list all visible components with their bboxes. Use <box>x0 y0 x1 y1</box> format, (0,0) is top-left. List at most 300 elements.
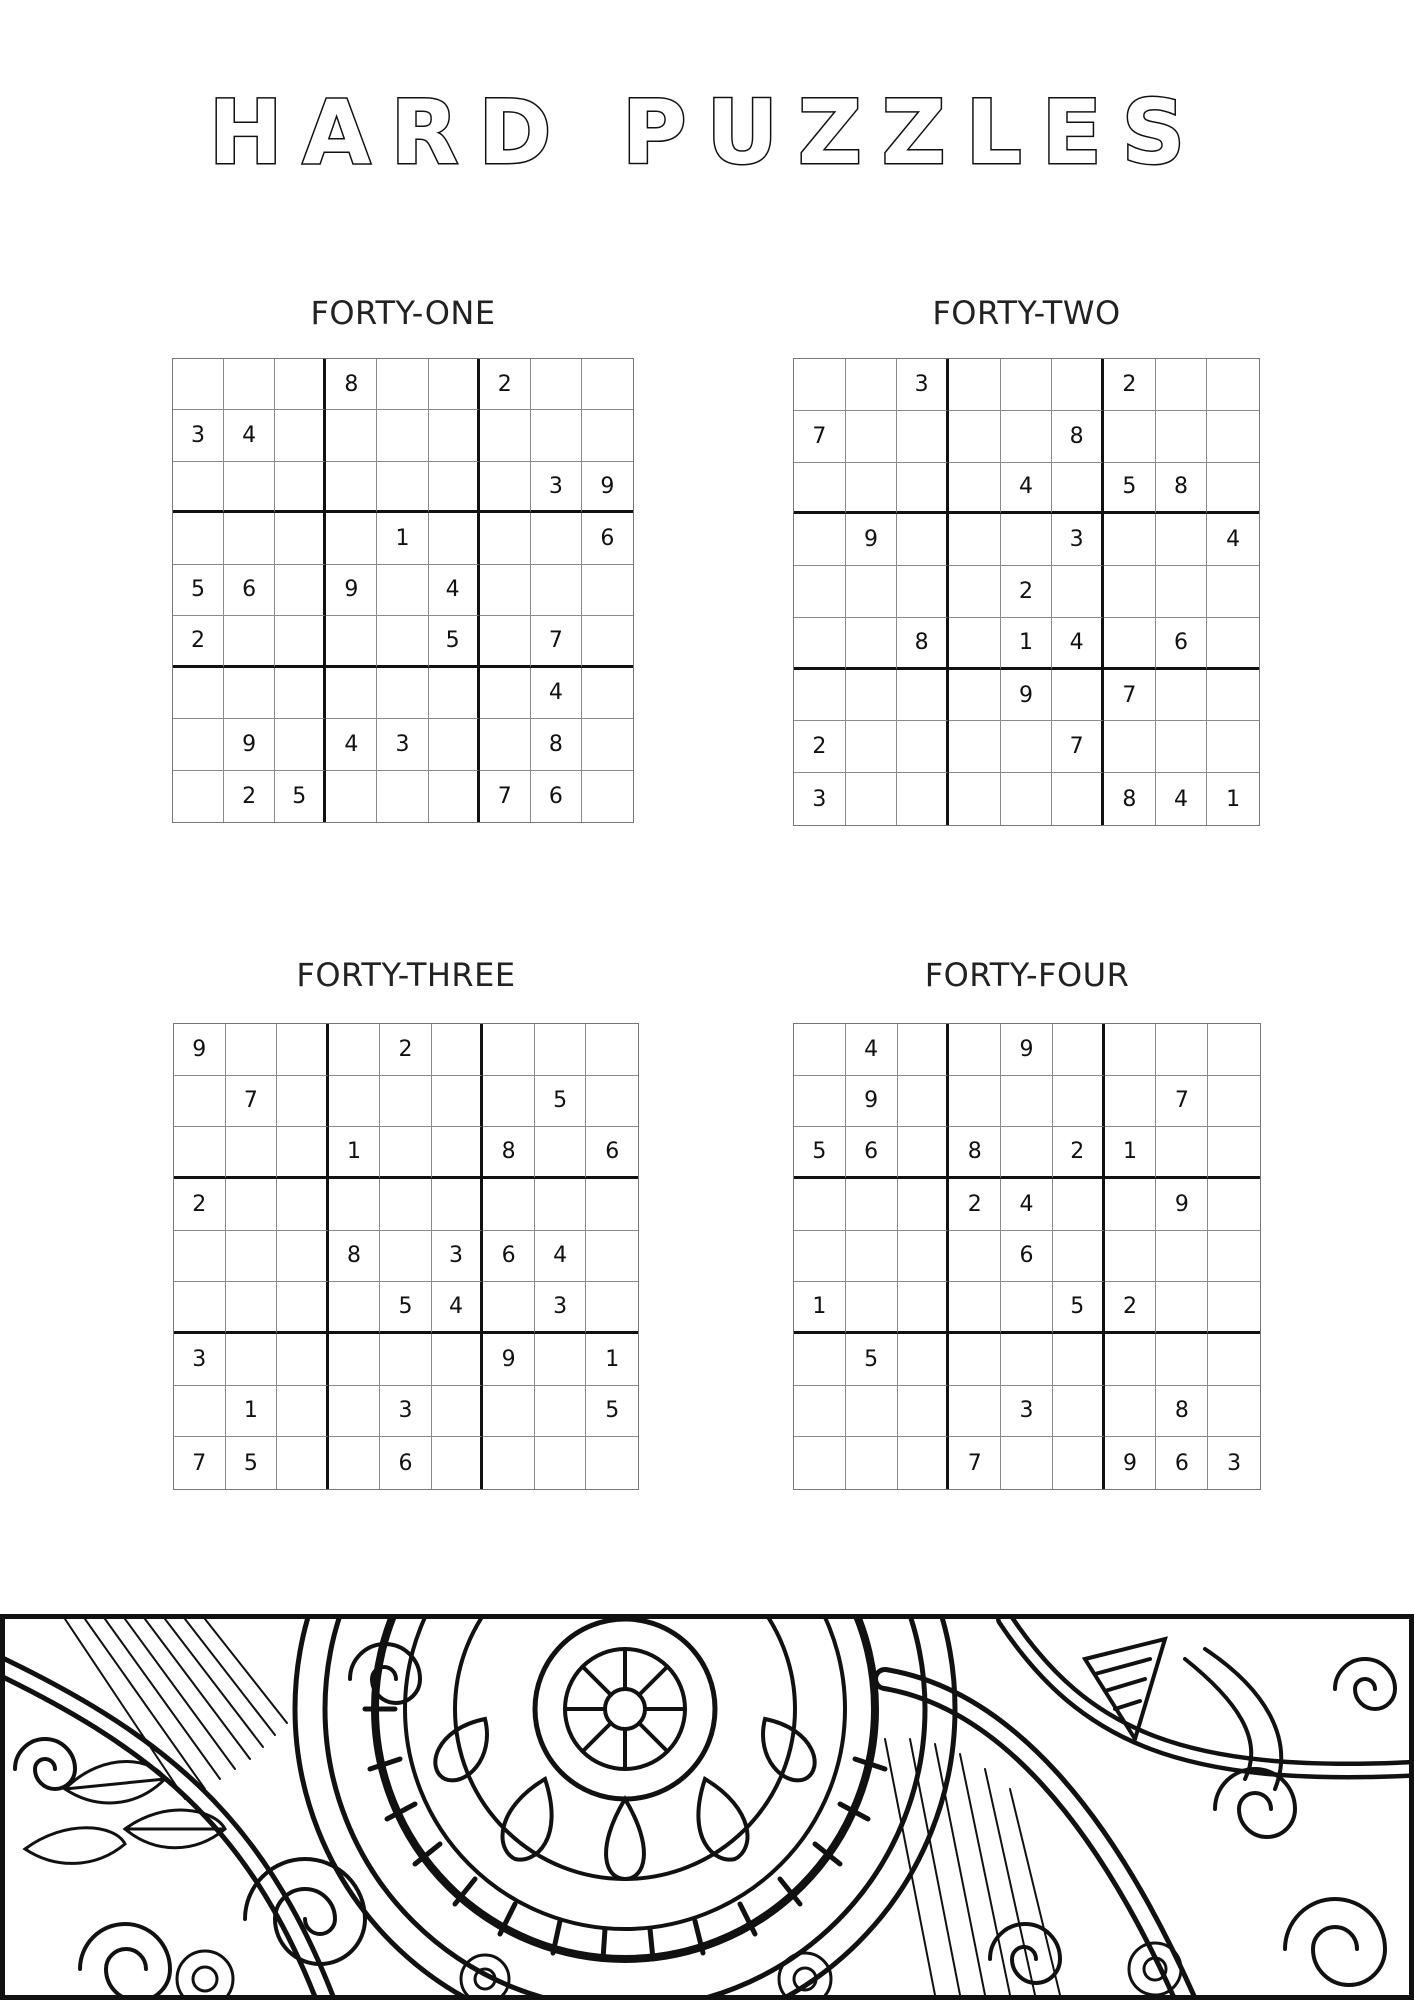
floral-mandala-pattern-icon <box>5 1619 1409 1995</box>
grid-cell: 2 <box>224 771 275 822</box>
grid-cell <box>1105 1386 1157 1438</box>
grid-cell <box>326 668 377 719</box>
grid-cell: 2 <box>174 1179 226 1231</box>
grid-cell: 9 <box>326 565 377 616</box>
grid-cell: 6 <box>586 1127 638 1179</box>
grid-cell <box>326 616 377 667</box>
grid-cell <box>224 359 275 410</box>
grid-cell <box>846 1437 898 1489</box>
grid-cell <box>897 411 949 463</box>
grid-cell <box>329 1076 381 1128</box>
grid-cell: 4 <box>535 1231 587 1283</box>
grid-cell <box>949 773 1001 825</box>
grid-cell <box>380 1179 432 1231</box>
grid-cell: 4 <box>1052 618 1104 670</box>
grid-cell <box>586 1179 638 1231</box>
grid-cell <box>794 1076 846 1128</box>
grid-cell <box>173 513 224 564</box>
grid-cell: 3 <box>1227 1450 1242 1476</box>
grid-cell <box>846 1231 898 1283</box>
grid-cell <box>582 668 633 719</box>
grid-cell: 2 <box>1104 359 1156 411</box>
grid-cell <box>275 668 326 719</box>
grid-cell: 8 <box>1052 411 1104 463</box>
grid-cell: 1 <box>329 1127 381 1179</box>
grid-cell: 5 <box>586 1386 638 1438</box>
grid-cell <box>275 462 326 513</box>
grid-cell <box>586 1076 638 1128</box>
grid-cell <box>846 618 898 670</box>
grid-cell <box>429 719 480 770</box>
grid-cell: 6 <box>1156 1437 1208 1489</box>
grid-cell <box>1156 670 1208 722</box>
grid-cell <box>949 411 1001 463</box>
grid-cell <box>377 359 428 410</box>
grid-cell: 5 <box>380 1282 432 1334</box>
grid-cell <box>275 719 326 770</box>
grid-cell: 6 <box>1156 618 1208 670</box>
grid-cell <box>794 618 846 670</box>
grid-cell <box>582 771 633 822</box>
grid-cell <box>949 618 1001 670</box>
grid-cell: 7 <box>794 411 846 463</box>
grid-cell: 6 <box>224 565 275 616</box>
grid-cell <box>480 513 531 564</box>
grid-cell <box>794 1024 846 1076</box>
grid-cell <box>898 1076 950 1128</box>
grid-cell <box>1001 411 1053 463</box>
grid-cell: 9 <box>174 1024 226 1076</box>
grid-cell <box>174 1127 226 1179</box>
grid-cell <box>949 670 1001 722</box>
grid-cell <box>586 1282 638 1334</box>
grid-cell <box>531 513 582 564</box>
grid-cell <box>582 565 633 616</box>
grid-cell <box>1156 566 1208 618</box>
grid-cell <box>1208 1231 1260 1283</box>
grid-cell: 9 <box>483 1334 535 1386</box>
grid-cell <box>173 668 224 719</box>
grid-cell: 3 <box>174 1334 226 1386</box>
grid-cell: 3 <box>794 773 846 825</box>
grid-cell <box>277 1437 329 1489</box>
grid-cell <box>1001 1127 1053 1179</box>
grid-cell: 2 <box>1053 1127 1105 1179</box>
puzzle-title: FORTY-FOUR <box>924 956 1130 994</box>
grid-cell <box>794 1386 846 1438</box>
grid-cell <box>1104 411 1156 463</box>
grid-cell <box>846 1179 898 1231</box>
grid-cell <box>480 616 531 667</box>
grid-cell <box>226 1179 278 1231</box>
grid-cell: 3 <box>377 719 428 770</box>
grid-cell <box>1053 1334 1105 1386</box>
grid-cell: 3 <box>1001 1386 1053 1438</box>
grid-cell <box>586 1231 638 1283</box>
grid-cell <box>1208 1076 1260 1128</box>
grid-cell <box>949 1334 1001 1386</box>
grid-cell: 1 <box>226 1386 278 1438</box>
grid-cell: 7 <box>480 771 531 822</box>
grid-cell <box>949 721 1001 773</box>
grid-cell <box>1207 411 1259 463</box>
grid-cell: 3 <box>531 462 582 513</box>
grid-cell: 5 <box>173 565 224 616</box>
grid-cell <box>329 1024 381 1076</box>
grid-cell <box>432 1437 484 1489</box>
grid-cell <box>1156 1334 1208 1386</box>
grid-cell <box>483 1282 535 1334</box>
grid-cell <box>1001 359 1053 411</box>
grid-cell <box>1053 1437 1105 1489</box>
grid-cell: 6 <box>483 1231 535 1283</box>
grid-cell: 2 <box>1001 566 1053 618</box>
grid-cell <box>377 565 428 616</box>
grid-cell <box>1052 670 1104 722</box>
grid-cell <box>275 565 326 616</box>
grid-cell <box>897 514 949 566</box>
grid-cell <box>275 410 326 461</box>
grid-cell <box>429 359 480 410</box>
grid-cell: 8 <box>949 1127 1001 1179</box>
grid-cell: 7 <box>1104 670 1156 722</box>
grid-cell <box>377 616 428 667</box>
grid-cell <box>1052 773 1104 825</box>
grid-cell <box>174 1386 226 1438</box>
grid-cell <box>380 1076 432 1128</box>
grid-cell <box>949 566 1001 618</box>
grid-cell: 9 <box>1156 1179 1208 1231</box>
grid-cell <box>277 1024 329 1076</box>
grid-cell <box>1105 1334 1157 1386</box>
grid-cell <box>949 1282 1001 1334</box>
grid-cell <box>377 410 428 461</box>
puzzle-title: FORTY-THREE <box>296 956 516 994</box>
grid-cell: 7 <box>226 1076 278 1128</box>
grid-cell: 7 <box>1156 1076 1208 1128</box>
grid-cell <box>275 616 326 667</box>
grid-cell <box>1207 618 1259 670</box>
grid-cell <box>846 1282 898 1334</box>
grid-cell: 8 <box>1156 463 1208 515</box>
grid-cell: 5 <box>535 1076 587 1128</box>
grid-cell <box>949 1076 1001 1128</box>
grid-cell: 6 <box>1001 1231 1053 1283</box>
grid-cell: 5 <box>1104 463 1156 515</box>
grid-cell <box>1001 514 1053 566</box>
grid-cell <box>1053 1231 1105 1283</box>
grid-cell <box>1156 514 1208 566</box>
grid-cell <box>898 1179 950 1231</box>
grid-cell: 8 <box>329 1231 381 1283</box>
grid-cell <box>226 1231 278 1283</box>
grid-cell: 3 <box>173 410 224 461</box>
grid-cell <box>1001 1334 1053 1386</box>
grid-cell <box>174 1282 226 1334</box>
grid-cell: 3 <box>432 1231 484 1283</box>
grid-cell <box>531 410 582 461</box>
grid-cell <box>535 1024 587 1076</box>
grid-cell: 8 <box>1156 1386 1208 1438</box>
grid-cell <box>1156 1024 1208 1076</box>
grid-cell <box>173 771 224 822</box>
grid-cell <box>535 1386 587 1438</box>
grid-cell <box>432 1179 484 1231</box>
grid-cell <box>429 668 480 719</box>
grid-cell <box>1156 1127 1208 1179</box>
grid-cell <box>174 1076 226 1128</box>
grid-cell: 2 <box>1105 1282 1157 1334</box>
grid-cell: 4 <box>224 410 275 461</box>
grid-cell: 1 <box>1226 786 1241 812</box>
grid-cell <box>897 566 949 618</box>
grid-cell: 8 <box>531 719 582 770</box>
grid-cell: 9 <box>224 719 275 770</box>
grid-cell <box>1207 463 1259 515</box>
grid-cell: 2 <box>949 1179 1001 1231</box>
grid-cell <box>1104 566 1156 618</box>
grid-cell: 5 <box>275 771 326 822</box>
puzzle-forty-three <box>173 952 639 1490</box>
grid-cell <box>226 1282 278 1334</box>
grid-cell <box>846 463 898 515</box>
grid-cell <box>224 668 275 719</box>
grid-cell <box>429 771 480 822</box>
grid-cell <box>846 670 898 722</box>
grid-cell: 9 <box>1001 670 1053 722</box>
grid-cell <box>326 513 377 564</box>
grid-cell <box>535 1179 587 1231</box>
grid-cell <box>846 411 898 463</box>
grid-cell: 4 <box>432 1282 484 1334</box>
grid-cell <box>432 1127 484 1179</box>
grid-cell <box>1052 463 1104 515</box>
grid-cell: 4 <box>531 668 582 719</box>
grid-cell <box>174 1231 226 1283</box>
grid-cell <box>582 359 633 410</box>
grid-cell: 8 <box>483 1127 535 1179</box>
grid-cell: 9 <box>846 514 898 566</box>
grid-cell <box>794 1334 846 1386</box>
grid-cell <box>1053 1386 1105 1438</box>
grid-cell <box>897 721 949 773</box>
sudoku-grid <box>173 1023 639 1490</box>
grid-cell <box>949 463 1001 515</box>
grid-cell <box>898 1437 950 1489</box>
grid-cell <box>480 410 531 461</box>
grid-cell <box>1105 1076 1157 1128</box>
grid-cell: 7 <box>949 1437 1001 1489</box>
grid-cell <box>949 1024 1001 1076</box>
grid-cell: 7 <box>174 1437 226 1489</box>
grid-cell: 3 <box>380 1386 432 1438</box>
grid-cell: 4 <box>1156 773 1208 825</box>
grid-cell <box>586 1437 638 1489</box>
grid-cell <box>1104 618 1156 670</box>
grid-cell <box>846 566 898 618</box>
grid-cell <box>480 565 531 616</box>
grid-cell: 1 <box>377 513 428 564</box>
grid-cell: 8 <box>326 359 377 410</box>
grid-cell <box>1105 1024 1157 1076</box>
grid-cell <box>275 359 326 410</box>
grid-cell <box>535 1127 587 1179</box>
grid-cell <box>846 1386 898 1438</box>
grid-cell <box>1104 721 1156 773</box>
grid-cell <box>277 1282 329 1334</box>
grid-cell: 4 <box>326 719 377 770</box>
grid-cell <box>275 513 326 564</box>
grid-cell <box>794 514 846 566</box>
grid-cell: 9 <box>846 1076 898 1128</box>
grid-cell <box>380 1127 432 1179</box>
grid-cell <box>277 1179 329 1231</box>
grid-cell <box>949 359 1001 411</box>
grid-cell <box>1001 1076 1053 1128</box>
grid-cell <box>949 514 1001 566</box>
puzzle-forty-one <box>172 290 634 824</box>
grid-cell <box>173 462 224 513</box>
grid-cell <box>794 1179 846 1231</box>
grid-cell: 2 <box>173 616 224 667</box>
grid-cell <box>173 359 224 410</box>
grid-cell <box>1001 1282 1053 1334</box>
grid-cell <box>480 719 531 770</box>
grid-cell <box>432 1386 484 1438</box>
grid-cell <box>897 773 949 825</box>
puzzle-title: FORTY-TWO <box>932 294 1121 332</box>
grid-cell <box>586 1024 638 1076</box>
grid-cell <box>377 462 428 513</box>
grid-cell: 1 <box>794 1282 846 1334</box>
grid-cell <box>277 1231 329 1283</box>
grid-cell: 3 <box>897 359 949 411</box>
grid-cell <box>1053 1179 1105 1231</box>
grid-cell <box>1208 1386 1260 1438</box>
grid-cell: 7 <box>1052 721 1104 773</box>
grid-cell: 4 <box>429 565 480 616</box>
grid-cell <box>794 1437 846 1489</box>
grid-cell: 6 <box>846 1127 898 1179</box>
grid-cell <box>898 1024 950 1076</box>
grid-cell <box>1156 1282 1208 1334</box>
grid-cell: 9 <box>1105 1437 1157 1489</box>
grid-cell <box>949 1386 1001 1438</box>
grid-cell <box>898 1386 950 1438</box>
grid-cell <box>429 462 480 513</box>
grid-cell <box>326 410 377 461</box>
grid-cell <box>429 410 480 461</box>
grid-cell <box>1208 1334 1260 1386</box>
grid-cell <box>329 1437 381 1489</box>
grid-cell <box>1207 670 1259 722</box>
grid-cell <box>531 359 582 410</box>
grid-cell: 5 <box>429 616 480 667</box>
grid-cell <box>326 462 377 513</box>
grid-cell: 2 <box>480 359 531 410</box>
grid-cell <box>432 1024 484 1076</box>
floral-banner <box>0 1614 1414 2000</box>
grid-cell: 9 <box>582 462 633 513</box>
grid-cell <box>1001 773 1053 825</box>
grid-cell: 1 <box>1001 618 1053 670</box>
grid-cell <box>898 1231 950 1283</box>
grid-cell <box>329 1334 381 1386</box>
grid-cell: 6 <box>582 513 633 564</box>
grid-cell: 4 <box>1001 1179 1053 1231</box>
grid-cell <box>531 565 582 616</box>
grid-cell <box>1052 566 1104 618</box>
grid-cell: 6 <box>531 771 582 822</box>
grid-cell <box>898 1334 950 1386</box>
grid-cell <box>432 1076 484 1128</box>
grid-cell: 5 <box>226 1437 278 1489</box>
grid-cell: 4 <box>1207 514 1259 566</box>
grid-cell <box>226 1024 278 1076</box>
grid-cell <box>846 359 898 411</box>
grid-cell <box>1207 359 1259 411</box>
grid-cell: 2 <box>380 1024 432 1076</box>
puzzle-title: FORTY-ONE <box>310 294 496 332</box>
sudoku-grid <box>793 1023 1261 1490</box>
grid-cell <box>1105 1179 1157 1231</box>
grid-cell <box>898 1282 950 1334</box>
grid-cell <box>380 1334 432 1386</box>
grid-cell: 9 <box>1001 1024 1053 1076</box>
grid-cell <box>897 463 949 515</box>
grid-cell <box>897 670 949 722</box>
grid-cell <box>380 1231 432 1283</box>
grid-cell <box>1001 721 1053 773</box>
grid-cell <box>1156 721 1208 773</box>
grid-cell <box>535 1437 587 1489</box>
grid-cell <box>326 771 377 822</box>
grid-cell <box>1001 1437 1053 1489</box>
grid-cell <box>794 359 846 411</box>
grid-cell <box>483 1437 535 1489</box>
grid-cell: 2 <box>794 721 846 773</box>
grid-cell <box>483 1076 535 1128</box>
grid-cell <box>483 1179 535 1231</box>
grid-cell: 5 <box>846 1334 898 1386</box>
grid-cell <box>846 773 898 825</box>
grid-cell <box>226 1127 278 1179</box>
grid-cell <box>483 1386 535 1438</box>
grid-cell <box>1156 359 1208 411</box>
grid-cell <box>277 1334 329 1386</box>
grid-cell <box>1053 1024 1105 1076</box>
grid-cell <box>377 668 428 719</box>
grid-cell <box>846 721 898 773</box>
grid-cell: 4 <box>846 1024 898 1076</box>
grid-cell <box>377 771 428 822</box>
grid-cell <box>794 670 846 722</box>
grid-cell <box>794 566 846 618</box>
grid-cell: 3 <box>1052 514 1104 566</box>
grid-cell <box>224 513 275 564</box>
grid-cell <box>329 1282 381 1334</box>
grid-cell: 8 <box>1104 773 1156 825</box>
grid-cell <box>429 513 480 564</box>
puzzle-forty-two <box>793 290 1260 827</box>
grid-cell: 5 <box>794 1127 846 1179</box>
grid-cell <box>1208 1127 1260 1179</box>
grid-cell <box>582 616 633 667</box>
grid-cell <box>582 719 633 770</box>
grid-cell <box>277 1386 329 1438</box>
grid-cell: 6 <box>380 1437 432 1489</box>
puzzle-forty-four <box>793 952 1261 1490</box>
